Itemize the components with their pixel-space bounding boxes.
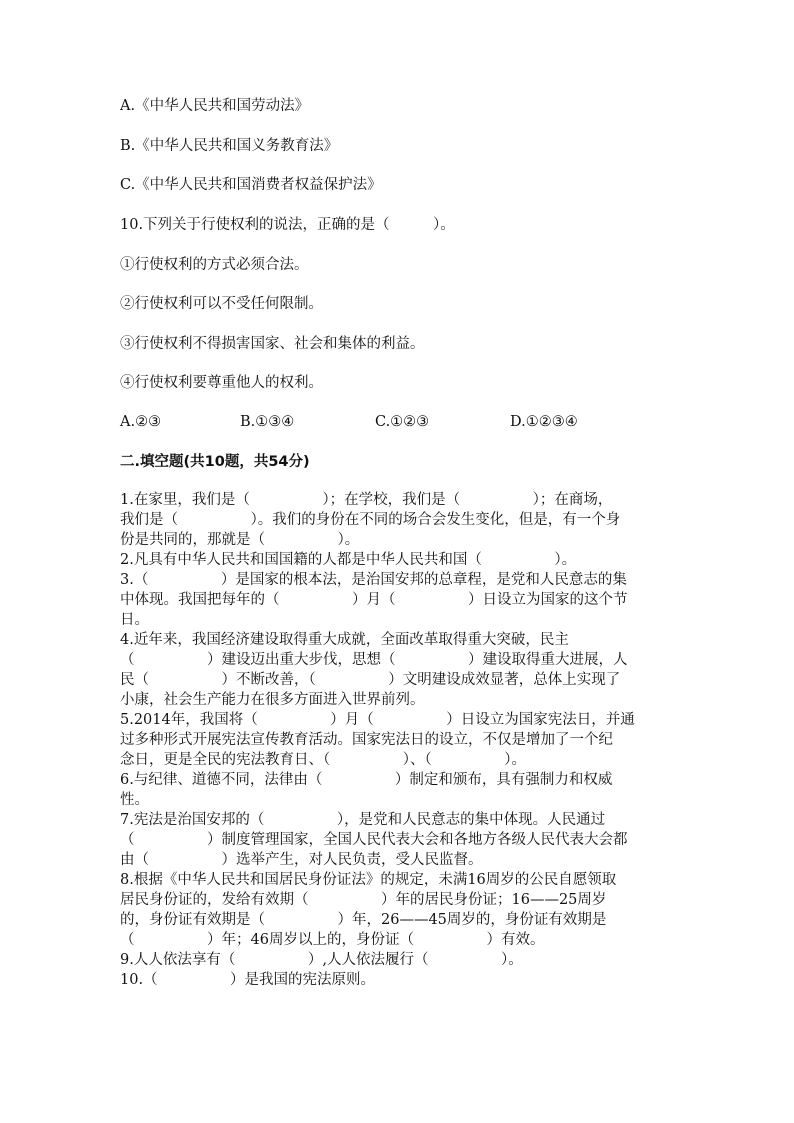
option-b-education-law: B.《中华人民共和国义务教育法》: [120, 138, 339, 154]
fill-line: 7.宪法是治国安邦的（ ），是党和人民意志的集中体现。人民通过: [120, 812, 606, 828]
choice-b: B.①③④: [240, 414, 295, 430]
fill-line: 念日，更是全民的宪法教育日、（ ）、（ ）。: [120, 752, 526, 768]
fill-line: 由（ ）选举产生，对人民负责，受人民监督。: [120, 852, 483, 868]
fill-line: （ ）年；46周岁以上的，身份证（ ）有效。: [120, 932, 545, 948]
statement-2: ②行使权利可以不受任何限制。: [120, 296, 323, 312]
fill-line: 我们是（ ）。我们的身份在不同的场合会发生变化，但是，有一个身: [120, 512, 621, 528]
fill-line: 6.与纪律、道德不同，法律由（ ）制定和颁布，具有强制力和权威: [120, 772, 613, 788]
section-heading-fill-in: 二.填空题(共10题，共54分): [120, 454, 310, 470]
fill-line: 中体现。我国把每年的（ ）月（ ）日设立为国家的这个节: [120, 592, 628, 608]
fill-line: 日。: [120, 612, 149, 628]
fill-in-questions: [120, 490, 676, 990]
choice-a: A.②③: [120, 414, 162, 430]
question-10-stem: 10.下列关于行使权利的说法，正确的是（ ）。: [120, 217, 455, 233]
fill-line: 8.根据《中华人民共和国居民身份证法》的规定，未满16周岁的公民自愿领取: [120, 872, 617, 888]
fill-line: 2.凡具有中华人民共和国国籍的人都是中华人民共和国（ ）。: [120, 552, 577, 568]
fill-line: 4.近年来，我国经济建设取得重大成就，全面改革取得重大突破，民主: [120, 632, 569, 648]
fill-line: 3.（ ）是国家的根本法，是治国安邦的总章程，是党和人民意志的集: [120, 572, 627, 588]
fill-line: 10.（ ）是我国的宪法原则。: [120, 972, 376, 988]
fill-line: （ ）制度管理国家，全国人民代表大会和各地方各级人民代表大会都: [120, 832, 628, 848]
fill-line: 份是共同的，那就是（ ）。: [120, 532, 360, 548]
fill-line: 1.在家里，我们是（ ）；在学校，我们是（ ）；在商场，: [120, 492, 613, 508]
option-c-consumer-law: C.《中华人民共和国消费者权益保护法》: [120, 177, 382, 193]
fill-line: 居民身份证的，发给有效期（ ）年的居民身份证；16——25周岁: [120, 892, 607, 908]
fill-line: 的，身份证有效期是（ ）年，26——45周岁的，身份证有效期是: [120, 912, 607, 928]
question-10-choices: [120, 412, 676, 432]
fill-line: 性。: [120, 792, 149, 808]
choice-c: C.①②③: [375, 414, 430, 430]
fill-line: 5.2014年，我国将（ ）月（ ）日设立为国家宪法日，并通: [120, 712, 635, 728]
fill-line: 过多种形式开展宪法宣传教育活动。国家宪法日的设立，不仅是增加了一个纪: [120, 732, 613, 748]
statement-1: ①行使权利的方式必须合法。: [120, 257, 309, 273]
option-a-labor-law: A.《中华人民共和国劳动法》: [120, 98, 310, 114]
fill-line: 9.人人依法享有（ ）,人人依法履行（ ）。: [120, 952, 523, 968]
statement-3: ③行使权利不得损害国家、社会和集体的利益。: [120, 336, 425, 352]
fill-line: （ ）建设迈出重大步伐，思想（ ）建设取得重大进展，人: [120, 652, 628, 668]
fill-line: 小康，社会生产能力在很多方面进入世界前列。: [120, 692, 425, 708]
choice-d: D.①②③④: [510, 414, 578, 430]
statement-4: ④行使权利要尊重他人的权利。: [120, 375, 323, 391]
fill-line: 民（ ）不断改善，（ ）文明建设成效显著，总体上实现了: [120, 672, 621, 688]
